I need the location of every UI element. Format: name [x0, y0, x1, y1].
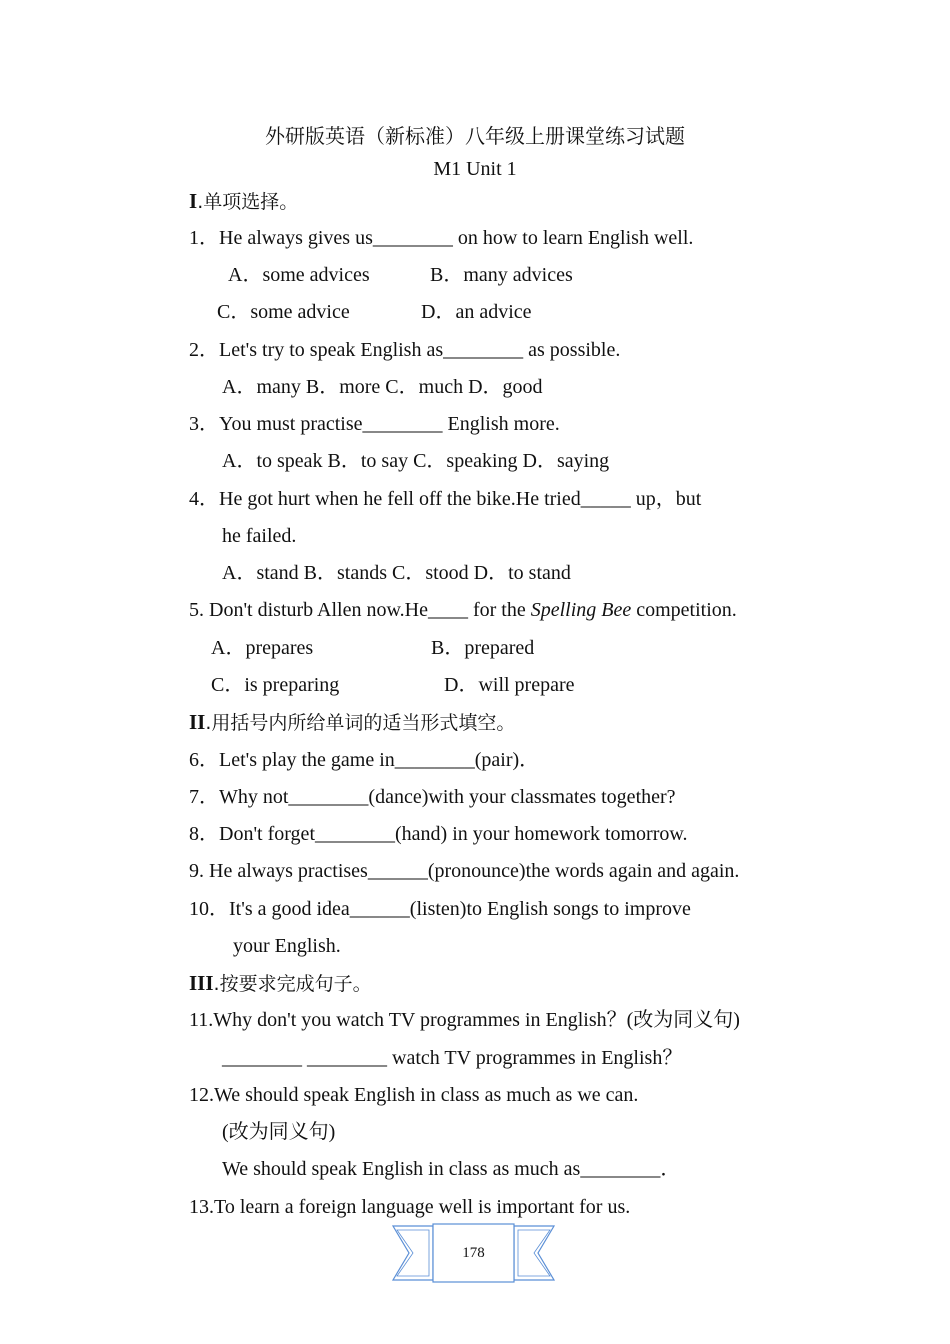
question-10: 10．It's a good idea______(listen)to English songs to improve [189, 898, 691, 920]
question-9: 9. He always practises______(pronounce)the words again and again. [189, 860, 740, 882]
q5-option-c: C．is preparing [211, 674, 340, 696]
question-2: 2．Let's try to speak English as________ as possible. [189, 339, 621, 361]
question-6: 6．Let's play the game in________(pair)． [189, 749, 540, 771]
question-12: 12.We should speak English in class as much as we can. [189, 1084, 639, 1106]
question-13: 13.To learn a foreign language well is important for us. [189, 1196, 631, 1218]
question-7: 7．Why not________(dance)with your classmates together? [189, 786, 676, 808]
q1-option-d: D．an advice [421, 301, 532, 323]
question-12-instruction: (改为同义句) [222, 1121, 336, 1143]
q5-option-b: B．prepared [431, 637, 535, 659]
q5-option-d: D．will prepare [444, 674, 575, 696]
q1-option-a: A．some advices [228, 264, 370, 286]
q5-option-a: A．prepares [211, 637, 314, 659]
question-10-continued: your English. [233, 935, 341, 957]
q1-option-b: B．many advices [430, 264, 573, 286]
page-subtitle: M1 Unit 1 [433, 158, 517, 180]
question-4: 4．He got hurt when he fell off the bike.He tried_____ up，but [189, 488, 702, 510]
q3-options: A．to speak B．to say C．speaking D．saying [222, 450, 610, 472]
question-11-answer-line: ________ ________ watch TV programmes in English？ [222, 1047, 683, 1069]
question-11: 11.Why don't you watch TV programmes in English？(改为同义句) [189, 1009, 740, 1031]
section-heading-1: I.单项选择。 [189, 189, 299, 213]
question-8: 8．Don't forget________(hand) in your homework tomorrow. [189, 823, 688, 845]
question-4-continued: he failed. [222, 525, 297, 547]
q1-option-c: C．some advice [217, 301, 350, 323]
q4-options: A．stand B．stands C．stood D．to stand [222, 562, 571, 584]
question-12-answer-line: We should speak English in class as much as________． [222, 1158, 681, 1180]
page-number: 178 [462, 1245, 485, 1261]
page-number-badge [391, 1222, 556, 1284]
question-1: 1．He always gives us________ on how to learn English well. [189, 227, 694, 249]
q2-options: A．many B．more C．much D．good [222, 376, 543, 398]
question-5: 5. Don't disturb Allen now.He____ for the Spelling Bee competition. [189, 599, 737, 621]
section-heading-3: III.按要求完成句子。 [189, 971, 372, 995]
question-3: 3．You must practise________ English more. [189, 413, 560, 435]
page-title: 外研版英语（新标准）八年级上册课堂练习试题 [265, 124, 685, 148]
section-heading-2: II.用括号内所给单词的适当形式填空。 [189, 710, 516, 734]
